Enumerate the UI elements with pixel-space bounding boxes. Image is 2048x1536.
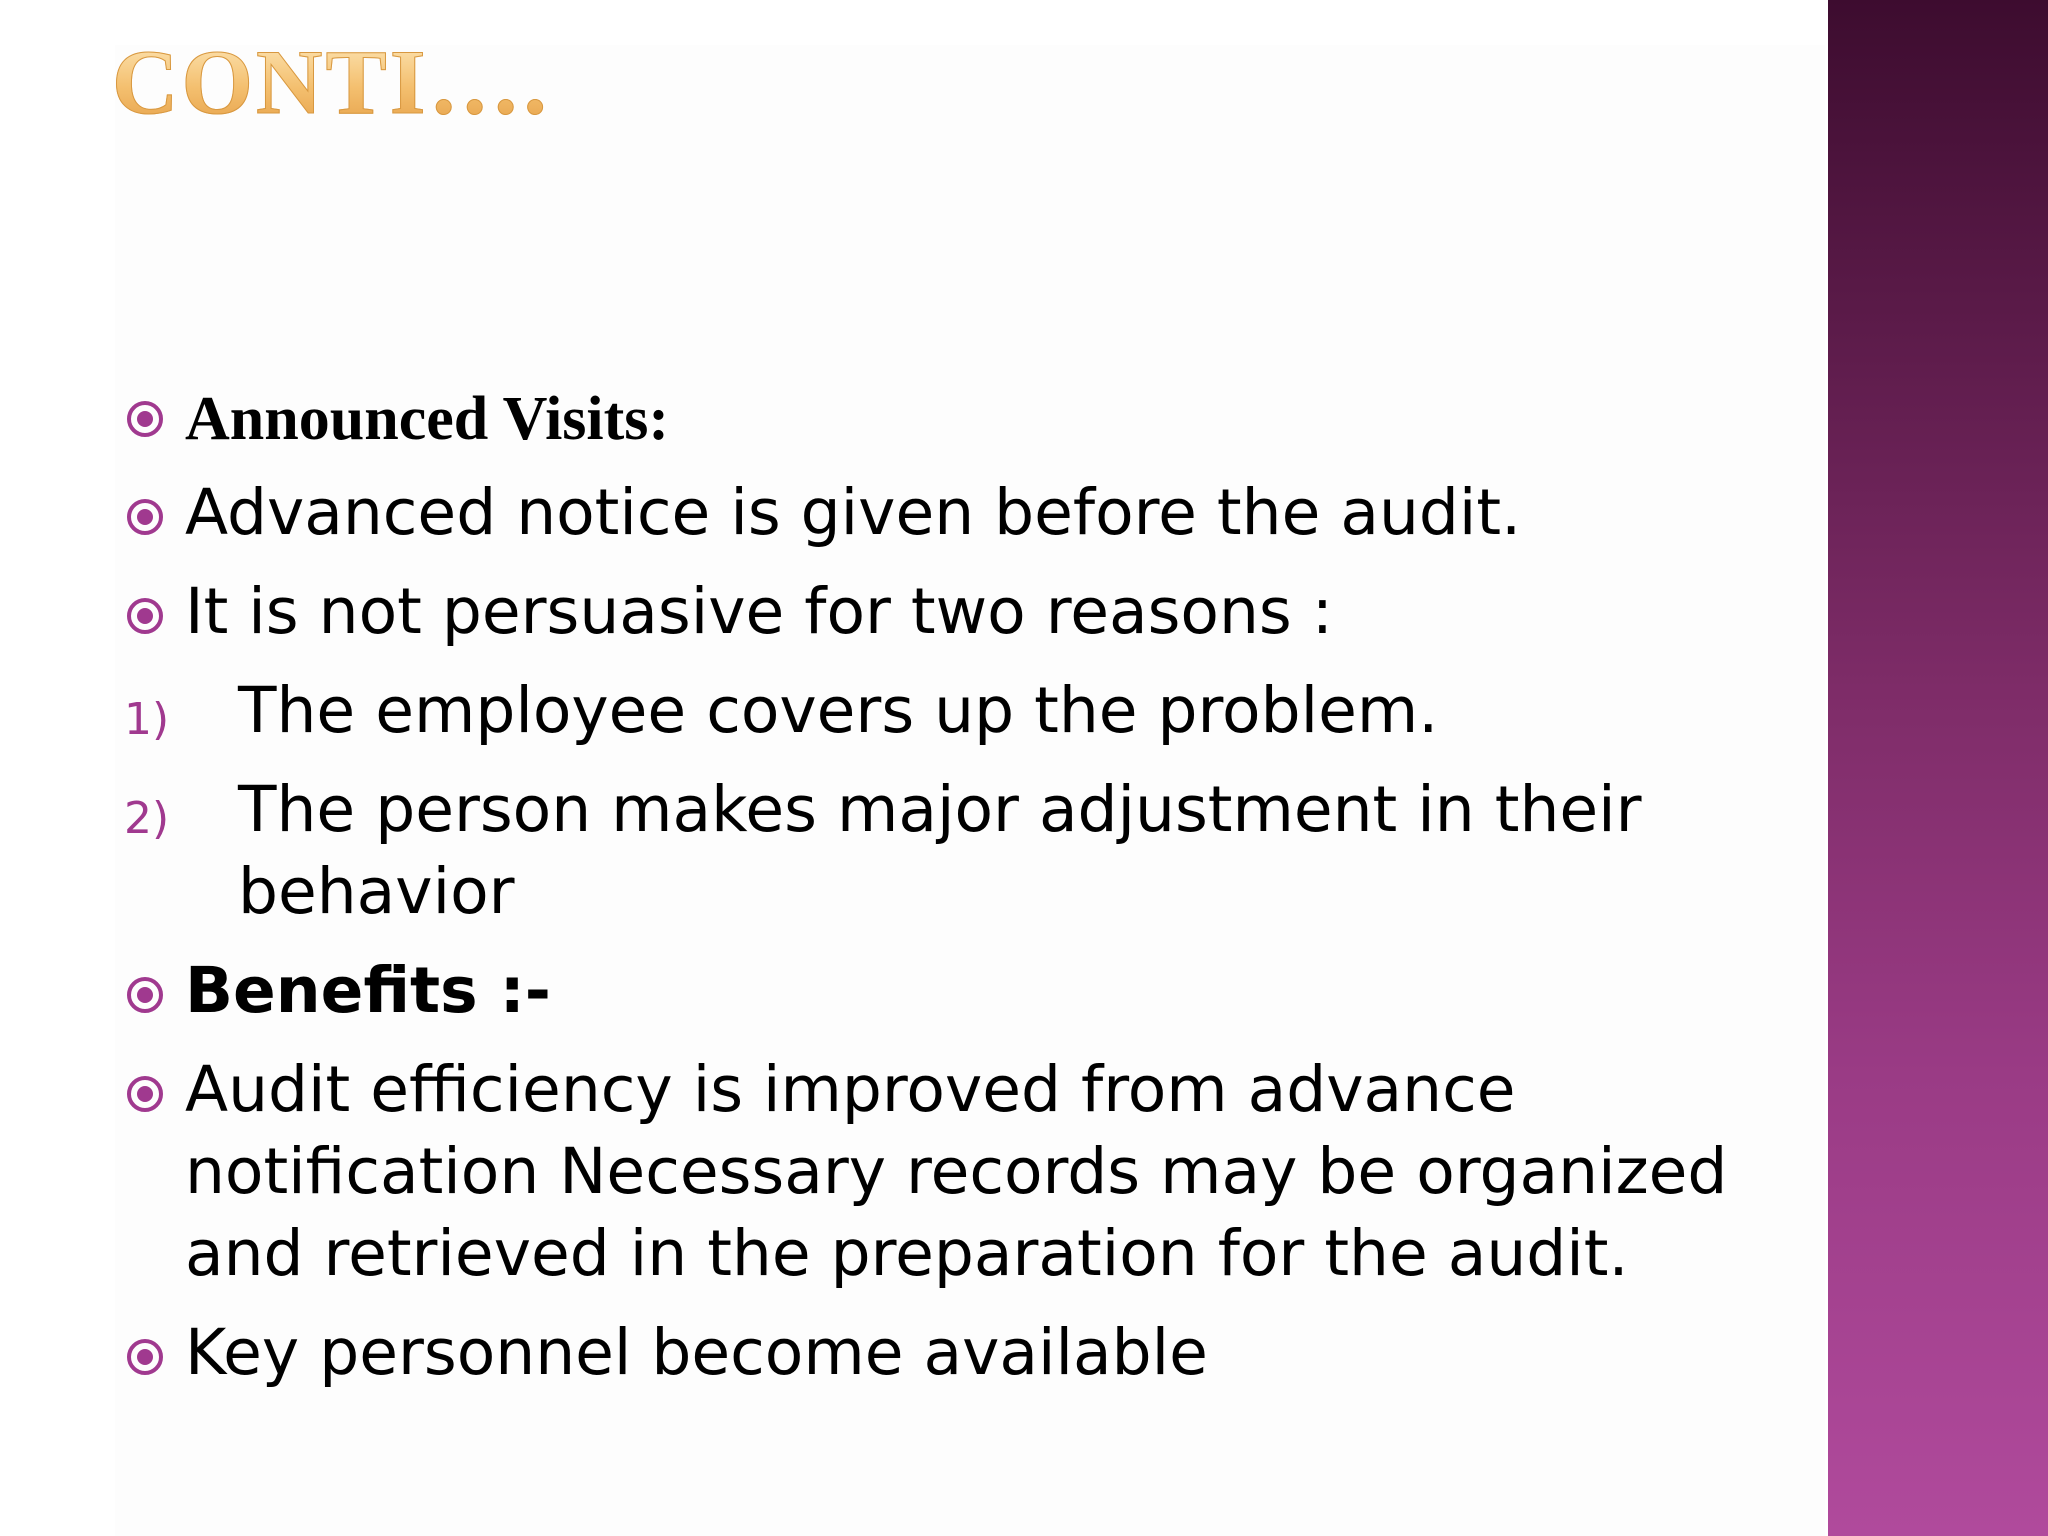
circled-dot-bullet-icon [124, 1073, 166, 1115]
reason-2-line-2: behavior [238, 855, 515, 928]
circled-dot-bullet-icon [124, 974, 166, 1016]
advanced-notice-text: Advanced notice is given before the audit. [185, 476, 1522, 549]
reason-1-number: 1) [124, 694, 170, 745]
circled-dot-bullet-icon [124, 496, 166, 538]
benefits-heading: Benefits :- [185, 954, 551, 1027]
efficiency-line-2: notification Necessary records may be organized [185, 1135, 1728, 1208]
circled-dot-bullet-icon [124, 595, 166, 637]
efficiency-line-1: Audit efficiency is improved from advance [185, 1053, 1516, 1126]
circled-dot-bullet-icon [124, 1336, 166, 1378]
decorative-side-band [1828, 0, 2048, 1536]
slide-title: CONTI…. [112, 31, 550, 133]
not-persuasive-text: It is not persuasive for two reasons : [185, 575, 1333, 648]
reason-2-number: 2) [124, 793, 170, 844]
efficiency-line-3: and retrieved in the preparation for the audit. [185, 1217, 1629, 1290]
reason-2-line-1: The person makes major adjustment in their [238, 773, 1642, 846]
circled-dot-bullet-icon [124, 398, 166, 440]
reason-1-text: The employee covers up the problem. [238, 674, 1439, 747]
key-personnel-text: Key personnel become available [185, 1316, 1208, 1389]
announced-visits-heading: Announced Visits: [185, 385, 670, 453]
